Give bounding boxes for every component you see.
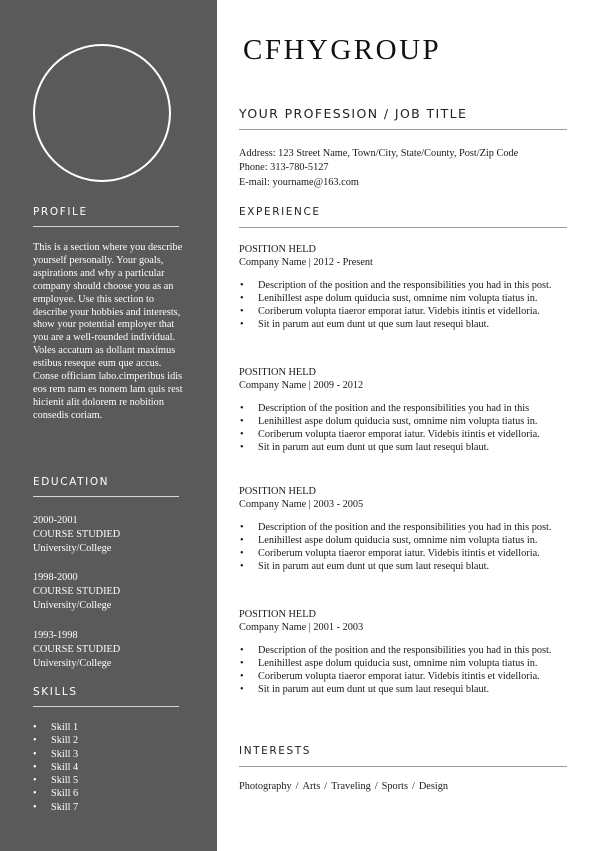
responsibility-item: • Lenihillest aspe dolum quiducia sust, omnime nim volupta tiatus in. (239, 657, 574, 670)
responsibility-list (239, 402, 574, 454)
education-course: COURSE STUDIED (33, 644, 121, 656)
responsibility-item: • Lenihillest aspe dolum quiducia sust, omnime nim volupta tiatus in. (239, 534, 574, 547)
education-years: 2000-2001 (33, 515, 78, 526)
education-course: COURSE STUDIED (33, 586, 121, 598)
contact-info (239, 147, 518, 190)
profile-text: This is a section where you describe yourself personally. Your goals, aspirations and why a particular company should choose you as an employee. Use this section to describe your hobbies and interests, show your potential employer that you are a well-rounded individual. Voles accatum as dollant maximus estibus reseque eum que accus. Conse officiam labo.cimperibus idis eos rem nam es nonem lam quis rest hicienit alit dolorem re nobition consedis coriam. (33, 242, 183, 421)
title-divider (239, 129, 567, 130)
company-dates: Company Name | 2009 - 2012 (239, 380, 364, 391)
interests-list (239, 781, 448, 792)
responsibility-item: • Description of the position and the responsibilities you had in this post. (239, 521, 574, 534)
job-title: YOUR PROFESSION / JOB TITLE (239, 106, 468, 121)
contact-address: Address: 123 Street Name, Town/City, State/County, Post/Zip Code (239, 148, 519, 159)
responsibility-item: • Coriberum volupta tiaeror emporat iatur. Videbis itintis et videlloria. (239, 670, 574, 683)
responsibility-list (239, 521, 574, 573)
interest-separator: / (412, 781, 415, 792)
interests-divider (239, 766, 567, 767)
profile-heading: PROFILE (33, 206, 88, 218)
responsibility-item: • Sit in parum aut eum dunt ut que sum laut resequi blaut. (239, 683, 574, 696)
company-dates: Company Name | 2001 - 2003 (239, 622, 364, 633)
responsibility-item: • Description of the position and the responsibilities you had in this post. (239, 279, 574, 292)
position-title: POSITION HELD (239, 486, 316, 497)
interest-item: Sports (381, 781, 408, 792)
interest-separator: / (295, 781, 299, 792)
skill-item: • Skill 7 (33, 801, 78, 814)
education-divider (33, 496, 179, 497)
education-entry (33, 629, 120, 672)
education-school: University/College (33, 658, 112, 670)
education-entry (33, 571, 120, 614)
responsibility-item: • Coriberum volupta tiaeror emporat iatur. Videbis itintis et videlloria. (239, 305, 574, 318)
contact-email: E-mail: yourname@163.com (239, 176, 359, 188)
responsibility-item: • Sit in parum aut eum dunt ut que sum laut resequi blaut. (239, 318, 574, 331)
education-course: COURSE STUDIED (33, 529, 121, 541)
position-title: POSITION HELD (239, 244, 316, 255)
skill-item: • Skill 4 (33, 761, 78, 774)
responsibility-item: • Coriberum volupta tiaeror emporat iatur. Videbis itintis et videlloria. (239, 547, 574, 560)
interest-item: Design (418, 781, 449, 792)
skill-item: • Skill 2 (33, 734, 78, 747)
education-heading: EDUCATION (33, 476, 110, 488)
company-dates: Company Name | 2003 - 2005 (239, 499, 364, 510)
interests-heading: INTERESTS (239, 745, 312, 757)
resume-name: CFHYGROUP (243, 34, 442, 66)
responsibility-item: • Sit in parum aut eum dunt ut que sum laut resequi blaut. (239, 560, 574, 573)
contact-phone: Phone: 313-780-5127 (239, 162, 329, 174)
skill-item: • Skill 6 (33, 787, 78, 800)
responsibility-item: • Description of the position and the responsibilities you had in this (239, 402, 574, 415)
experience-entry (239, 608, 574, 696)
sidebar (0, 0, 217, 851)
responsibility-item: • Lenihillest aspe dolum quiducia sust, omnime nim volupta tiatus in. (239, 415, 574, 428)
education-school: University/College (33, 543, 112, 555)
responsibility-item: • Lenihillest aspe dolum quiducia sust, omnime nim volupta tiatus in. (239, 292, 574, 305)
position-title: POSITION HELD (239, 367, 316, 378)
position-title: POSITION HELD (239, 609, 316, 620)
experience-heading: EXPERIENCE (239, 206, 321, 218)
profile-photo-placeholder (33, 44, 171, 182)
interest-separator: / (324, 781, 328, 792)
skill-item: • Skill 5 (33, 774, 78, 787)
experience-entry (239, 485, 574, 573)
skills-divider (33, 706, 179, 707)
interest-item: Arts (302, 781, 321, 792)
responsibility-item: • Sit in parum aut eum dunt ut que sum laut resequi blaut. (239, 441, 574, 454)
interest-item: Photography (239, 781, 292, 792)
education-years: 1998-2000 (33, 572, 78, 583)
responsibility-list (239, 279, 574, 331)
education-entry (33, 514, 120, 557)
responsibility-list (239, 644, 574, 696)
skill-item: • Skill 1 (33, 721, 78, 734)
skills-heading: SKILLS (33, 686, 78, 698)
profile-divider (33, 226, 179, 227)
responsibility-item: • Coriberum volupta tiaeror emporat iatur. Videbis itintis et videlloria. (239, 428, 574, 441)
experience-entry (239, 366, 574, 454)
responsibility-item: • Description of the position and the responsibilities you had in this post. (239, 644, 574, 657)
interest-separator: / (374, 781, 378, 792)
company-dates: Company Name | 2012 - Present (239, 257, 373, 268)
education-school: University/College (33, 600, 112, 612)
experience-entry (239, 243, 574, 331)
skills-list (33, 721, 78, 814)
education-years: 1993-1998 (33, 630, 78, 641)
skill-item: • Skill 3 (33, 748, 78, 761)
interest-item: Traveling (331, 781, 371, 792)
experience-divider (239, 227, 567, 228)
